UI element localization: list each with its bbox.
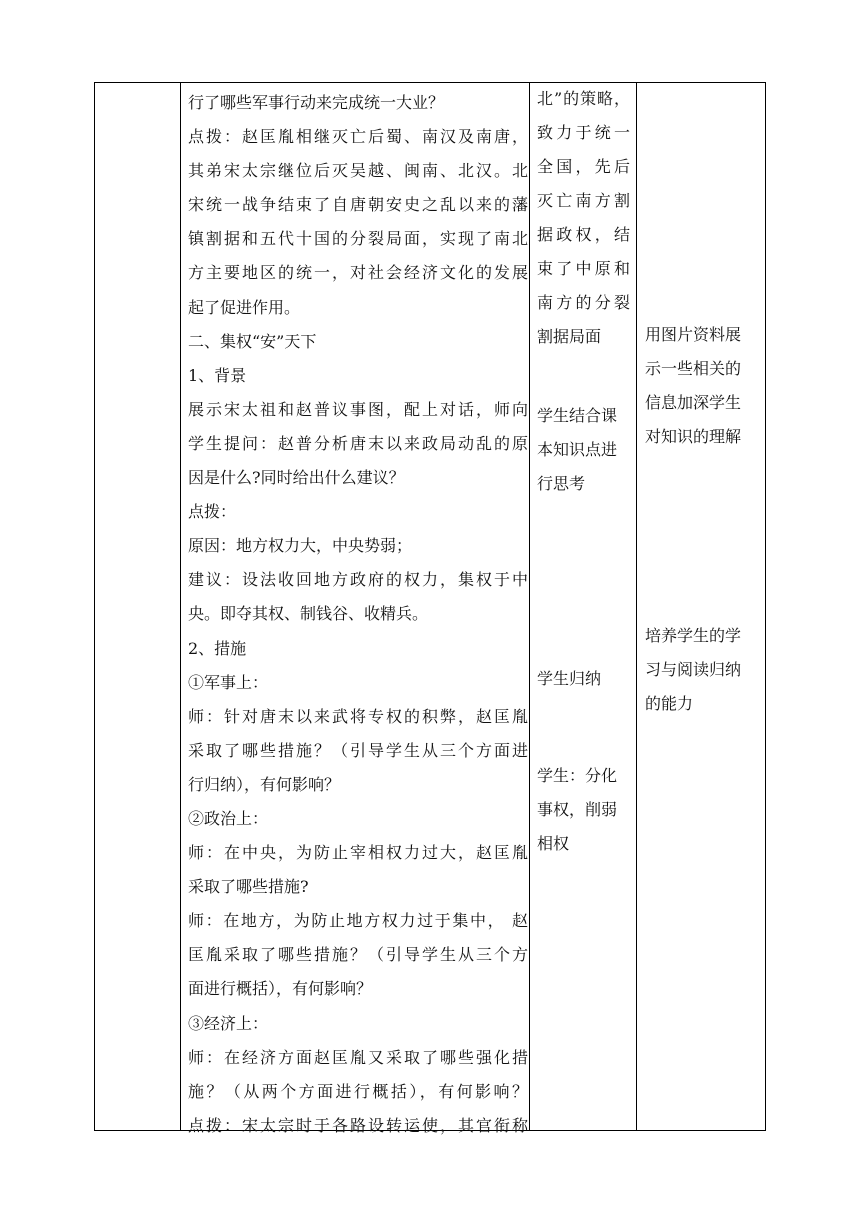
text-line: 北”的策略， [537, 89, 630, 108]
text-line: 匡胤采取了哪些措施？（引导学生从三个方 [188, 945, 528, 965]
text-line: 培养学生的学 [645, 626, 742, 645]
text-line: 的能力 [645, 694, 694, 713]
text-line: 致力于统一 [537, 123, 630, 142]
text-line: 行归纳），有何影响？ [188, 774, 341, 794]
text-line: 点拨： [188, 502, 237, 522]
subsection-heading: 1、背景 [188, 365, 247, 385]
text-line: 展示宋太祖和赵普议事图，配上对话，师向 [188, 399, 528, 419]
text-line: 束了中原和 [537, 259, 630, 278]
section-heading: 二、集权“安”天下 [188, 331, 317, 351]
text-line: 相权 [537, 834, 570, 853]
text-line: 原因：地方权力大，中央势弱； [188, 536, 413, 556]
text-line: 镇割据和五代十国的分裂局面，实现了南北 [188, 229, 528, 249]
text-line: 行了哪些军事行动来完成统一大业？ [188, 93, 445, 112]
text-line: 对知识的理解 [645, 427, 742, 446]
text-line: 南方的分裂 [537, 293, 630, 312]
text-line: 宋统一战争结束了自唐朝安史之乱以来的藩 [188, 195, 528, 215]
text-line: 央。即夺其权、制钱谷、收精兵。 [188, 604, 429, 624]
text-line: 师：在经济方面赵匡胤又采取了哪些强化措 [188, 1047, 528, 1067]
text-line: 师：针对唐末以来武将专权的积弊，赵匡胤 [188, 706, 528, 726]
text-line: 行思考 [537, 474, 586, 493]
text-line: 全国，先后 [537, 157, 630, 176]
text-line: 施？（从两个方面进行概括），有何影响？ [188, 1081, 528, 1101]
text-line: 用图片资料展 [645, 325, 742, 344]
text-line: 建议：设法收回地方政府的权力，集权于中 [188, 570, 528, 590]
text-line: 信息加深学生 [645, 393, 742, 412]
teaching-process-column [188, 82, 528, 1143]
text-line: 点拨：宋太宗时于各路设转运使，其官衔称 [188, 1115, 528, 1135]
text-line: 师：在地方，为防止地方权力过于集中， 赵 [188, 911, 528, 931]
subsection-heading: 2、措施 [188, 638, 247, 658]
column-divider [180, 82, 181, 1131]
text-line: 其弟宋太宗继位后灭吴越、闽南、北汉。北 [188, 161, 528, 181]
text-line: 事权，削弱 [537, 800, 618, 819]
text-line: 示一些相关的 [645, 359, 742, 378]
text-line: 学生提问：赵普分析唐末以来政局动乱的原 [188, 433, 528, 453]
column-divider [529, 82, 530, 1131]
text-line: 方主要地区的统一，对社会经济文化的发展 [188, 263, 528, 283]
text-line: 起了促进作用。 [188, 297, 301, 317]
text-line: 本知识点进 [537, 440, 618, 459]
text-line: 学生结合课 [537, 406, 618, 425]
text-line: ②政治上： [188, 808, 269, 828]
text-line: ①军事上： [188, 672, 269, 692]
text-line: 师：在中央，为防止宰相权力过大，赵匡胤 [188, 843, 528, 863]
text-line: 点拨：赵匡胤相继灭亡后蜀、南汉及南唐， [188, 127, 528, 147]
text-line: 学生归纳 [537, 669, 602, 688]
text-line: 学生：分化 [537, 766, 618, 785]
text-line: 割据局面 [537, 327, 602, 346]
column-divider [636, 82, 637, 1131]
text-line: ③经济上： [188, 1013, 269, 1033]
text-line: 习与阅读归纳 [645, 660, 742, 679]
text-line: 采取了哪些措施？（引导学生从三个方面进 [188, 740, 528, 760]
text-line: 采取了哪些措施? [188, 877, 309, 897]
text-line: 因是什么?同时给出什么建议？ [188, 468, 405, 488]
text-line: 面进行概括），有何影响？ [188, 979, 373, 999]
text-line: 据政权，结 [537, 225, 630, 244]
text-line: 灭亡南方割 [537, 191, 630, 210]
